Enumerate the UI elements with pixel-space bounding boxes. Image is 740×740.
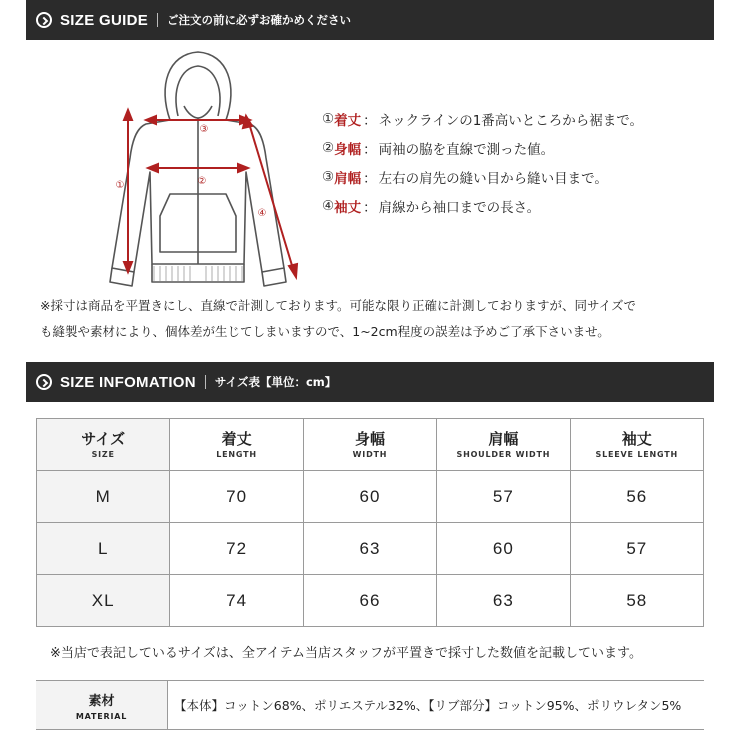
header-length: 着丈 LENGTH: [170, 419, 303, 471]
chevron-circle-icon: [36, 374, 52, 390]
table-row: [37, 523, 704, 575]
size-info-subtitle: サイズ表【単位：cm】: [214, 375, 337, 389]
marker-shoulder: ③: [199, 124, 209, 135]
sleeve-cell: 56: [570, 471, 703, 523]
definition-length: ① 着丈 ： ネックラインの1番高いところから裾まで。: [322, 110, 644, 129]
size-cell: L: [37, 523, 170, 575]
hoodie-measurement-diagram: [98, 46, 318, 291]
size-info-header: [26, 362, 714, 402]
shoulder-cell: 57: [437, 471, 570, 523]
size-table: [36, 418, 704, 627]
width-cell: 63: [303, 523, 436, 575]
width-cell: 60: [303, 471, 436, 523]
table-row: [37, 471, 704, 523]
definition-width: ② 身幅 ： 両袖の脇を直線で測った値。: [322, 139, 555, 158]
marker-width: ②: [197, 176, 207, 187]
table-note: ※当店で表記しているサイズは、全アイテム当店スタッフが平置きで採寸した数値を記載しています。: [50, 646, 642, 661]
header-shoulder-width: 肩幅 SHOULDER WIDTH: [437, 419, 570, 471]
shoulder-cell: 60: [437, 523, 570, 575]
table-header-row: [37, 419, 704, 471]
chevron-circle-icon: [36, 12, 52, 28]
header-divider: [157, 13, 158, 27]
material-value: 【本体】コットン68%、ポリエステル32%、【リブ部分】コットン95%、ポリウレタン5%: [174, 698, 682, 713]
sleeve-cell: 58: [570, 575, 703, 627]
shoulder-cell: 63: [437, 575, 570, 627]
size-cell: M: [37, 471, 170, 523]
definition-sleeve: ④ 袖丈 ： 肩線から袖口までの長さ。: [322, 197, 541, 216]
header-divider: [205, 375, 206, 389]
material-label: 素材 MATERIAL: [36, 681, 168, 729]
length-cell: 74: [170, 575, 303, 627]
header-sleeve-length: 袖丈 SLEEVE LENGTH: [570, 419, 703, 471]
measure-note-line-1: ※採寸は商品を平置きにし、直線で計測しております。可能な限り正確に計測しておりますが、同サイズで: [40, 298, 636, 313]
length-cell: 70: [170, 471, 303, 523]
size-cell: XL: [37, 575, 170, 627]
material-row: [36, 680, 704, 730]
size-guide-subtitle: ご注文の前に必ずお確かめください: [167, 13, 352, 27]
sleeve-cell: 57: [570, 523, 703, 575]
size-guide-title: SIZE GUIDE: [60, 11, 149, 29]
size-guide-header: [26, 0, 714, 40]
header-size: サイズ SIZE: [37, 419, 170, 471]
definition-shoulder: ③ 肩幅 ： 左右の肩先の縫い目から縫い目まで。: [322, 168, 608, 187]
size-info-title: SIZE INFOMATION: [60, 373, 196, 391]
marker-sleeve: ④: [257, 208, 267, 219]
measurement-definitions: [322, 104, 643, 220]
width-cell: 66: [303, 575, 436, 627]
length-cell: 72: [170, 523, 303, 575]
header-width: 身幅 WIDTH: [303, 419, 436, 471]
measure-note-line-2: も縫製や素材により、個体差が生じてしまいますので、1~2cm程度の誤差は予めご了承下さいませ。: [40, 324, 610, 339]
marker-length: ①: [115, 180, 125, 191]
table-row: [37, 575, 704, 627]
